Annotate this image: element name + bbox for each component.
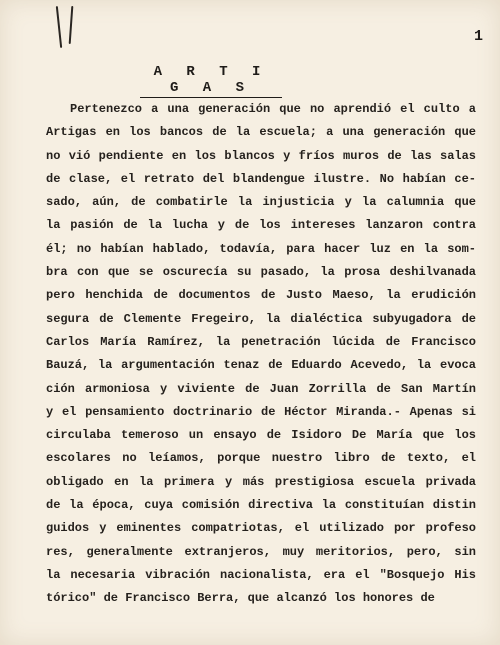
staple-mark [56,6,62,48]
text-line: bra con que se oscurecía su pasado, la prosa deshilvanada [46,265,476,280]
page-number: 1 [474,28,484,45]
text-line: Bauzá, la argumentación tenaz de Eduardo Acevedo, la evoca [46,358,476,373]
text-line: Artigas en los bancos de la escuela; a una generación que [46,125,476,140]
text-line: él; no habían hablado, todavía, para hacer luz en la som- [46,241,476,256]
text-line: Pertenezco a una generación que no aprendió el culto a [70,102,476,116]
text-line: ción armoniosa y viviente de Juan Zorrilla de San Martín [46,381,476,396]
text-line: sado, aún, de combatirle la injusticia y la calumnia que [46,195,476,210]
text-line: guidos y eminentes compatriotas, el utilizado por profeso [46,521,476,536]
text-line: la necesaria vibración nacionalista, era el "Bosquejo His [46,567,476,582]
text-line: res, generalmente extranjeros, muy meritorios, pero, sin [46,544,476,559]
text-line: la pasión de la lucha y de los intereses lanzaron contra [46,218,476,233]
text-line: de clase, el retrato del blandengue ilustre. No habían ce- [46,171,476,186]
text-line: tórico" de Francisco Berra, que alcanzó los honores de [46,591,435,606]
text-line: pero henchida de documentos de Justo Maeso, la erudición [46,288,476,303]
text-line: de la época, cuya comisión directiva la constituían distin [46,498,476,513]
text-line: circulaba temeroso un ensayo de Isidoro De María que los [46,428,476,443]
text-line: obligado en la primera y más prestigiosa escuela privada [46,474,476,489]
document-title: A R T I G A S [140,64,282,98]
text-line: no vió pendiente en los blancos y fríos muros de las salas [46,148,476,163]
staple-mark [69,6,74,44]
text-line: escolares no leíamos, porque nuestro libro de texto, el [46,451,476,466]
body-text [46,98,476,611]
text-line: y el pensamiento doctrinario de Héctor Miranda.- Apenas si [46,404,476,419]
text-line: segura de Clemente Fregeiro, la dialéctica subyugadora de [46,311,476,326]
text-line: Carlos María Ramírez, la penetración lúcida de Francisco [46,334,476,349]
